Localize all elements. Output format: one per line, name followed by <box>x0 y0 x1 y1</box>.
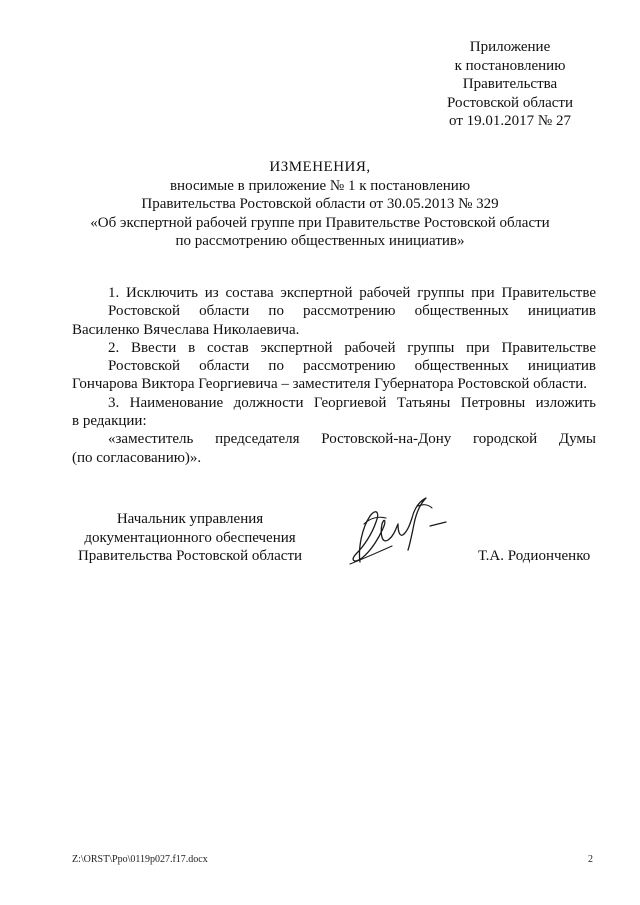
heading-line: вносимые в приложение № 1 к постановлению <box>169 177 471 194</box>
item-line: 1. Исключить из состава экспертной рабочей группы при Правительстве <box>108 285 596 301</box>
signatory-position <box>70 510 310 566</box>
position-line: документационного обеспечения <box>84 529 296 546</box>
item-line: Гончарова Виктора Георгиевича – заместителя Губернатора Ростовской области. <box>72 376 588 393</box>
item-line: Василенко Вячеслава Николаевича. <box>72 321 300 338</box>
footer-file-path: Z:\ORST\Ppo\0119p027.f17.docx <box>72 854 208 865</box>
heading-line: «Об экспертной рабочей группе при Правительстве Ростовской области <box>90 214 550 231</box>
appendix-line: Правительства <box>462 76 558 92</box>
item-line: 3. Наименование должности Георгиевой Татьяны Петровны изложить <box>108 394 596 411</box>
item-line: Ростовской области по рассмотрению общественных инициатив <box>108 303 596 320</box>
heading-line: Правительства Ростовской области от 30.05.2013 № 329 <box>141 196 499 212</box>
item-2 <box>72 339 596 394</box>
item-1 <box>72 284 596 339</box>
handwritten-signature <box>340 488 460 578</box>
appendix-line: Ростовской области <box>447 94 573 111</box>
appendix-line: к постановлению <box>454 57 566 74</box>
item-3-quote <box>72 430 596 467</box>
appendix-header <box>420 38 600 131</box>
signer-name: Т.А. Родионченко <box>478 548 591 564</box>
heading-title: ИЗМЕНЕНИЯ, <box>269 159 371 175</box>
document-heading <box>60 158 580 251</box>
appendix-line: от 19.01.2017 № 27 <box>449 113 571 129</box>
heading-line: по рассмотрению общественных инициатив» <box>175 233 465 249</box>
item-line: Ростовской области по рассмотрению общественных инициатив <box>108 358 596 375</box>
item-line: (по согласованию)». <box>72 449 202 466</box>
item-line: 2. Ввести в состав экспертной рабочей группы при Правительстве <box>108 339 596 356</box>
item-line: в редакции: <box>72 413 147 430</box>
appendix-line: Приложение <box>469 39 551 55</box>
page-number: 2 <box>588 854 593 865</box>
item-3 <box>72 394 596 431</box>
position-line: Правительства Ростовской области <box>77 548 303 564</box>
document-body <box>72 284 596 467</box>
item-line: «заместитель председателя Ростовской-на-Дону городской Думы <box>108 431 596 448</box>
position-line: Начальник управления <box>116 511 264 527</box>
